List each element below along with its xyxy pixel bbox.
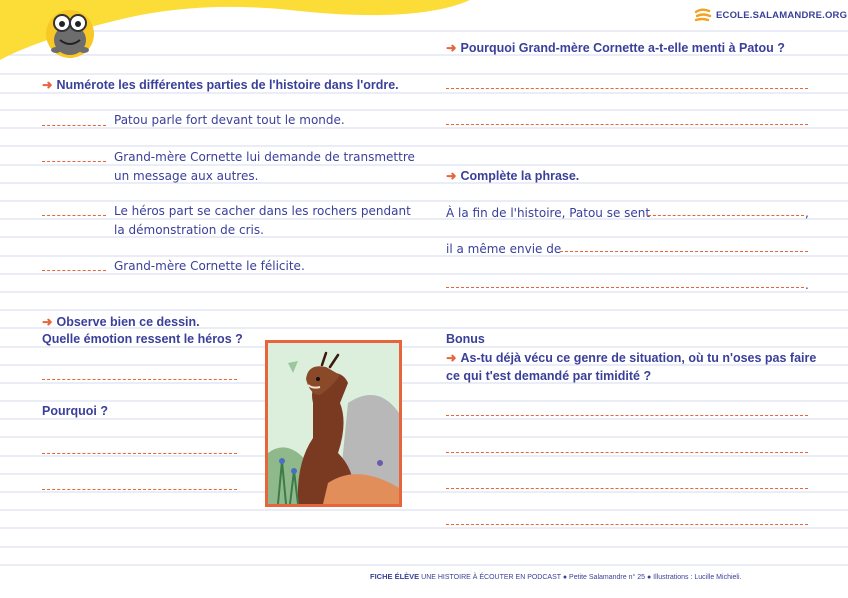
footer-issue: Petite Salamandre n° 25 [569, 574, 646, 581]
question-bonus: ➜ As-tu déjà vécu ce genre de situation, où tu n'oses pas faire [446, 351, 817, 365]
site-url: ECOLE.SALAMANDRE.ORG [716, 9, 848, 21]
question-order-text: Numérote les différentes parties de l'histoire dans l'ordre. [56, 78, 399, 92]
question-emotion: Quelle émotion ressent le héros ? [42, 332, 243, 346]
salamandre-logo-icon [694, 8, 712, 22]
answer-line-bonus-3[interactable] [446, 488, 808, 489]
answer-blank-4[interactable] [42, 270, 106, 271]
answer-line-lie-1[interactable] [446, 88, 808, 89]
salamander-mascot-icon [42, 6, 98, 58]
answer-line-lie-2[interactable] [446, 124, 808, 125]
answer-line-bonus-2[interactable] [446, 452, 808, 453]
arrow-right-icon: ➜ [42, 315, 53, 329]
question-bonus-line2: ce qui t'est demandé par timidité ? [446, 369, 652, 383]
arrow-right-icon: ➜ [446, 351, 457, 365]
answer-blank-feel[interactable] [648, 215, 804, 216]
footer-credits: Illustrations : Lucille Michieli. [653, 574, 742, 581]
answer-line-why-1[interactable] [42, 453, 237, 454]
chamois-drawing [268, 343, 399, 504]
story-part-2: Grand-mère Cornette lui demande de transmettre un message aux autres. [114, 150, 415, 183]
arrow-right-icon: ➜ [446, 169, 457, 183]
story-part-3: Le héros part se cacher dans les rochers pendant la démonstration de cris. [114, 204, 411, 237]
answer-blank-2[interactable] [42, 161, 106, 162]
question-observe: ➜ Observe bien ce dessin. [42, 315, 200, 329]
sentence-feel: À la fin de l'histoire, Patou se sent [446, 206, 651, 220]
answer-line-want-2[interactable] [446, 287, 804, 288]
story-part-1: Patou parle fort devant tout le monde. [114, 113, 345, 127]
footer-label: FICHE ÉLÈVE [370, 572, 420, 581]
answer-line-emotion[interactable] [42, 379, 237, 380]
question-lie: ➜ Pourquoi Grand-mère Cornette a-t-elle menti à Patou ? [446, 41, 785, 55]
arrow-right-icon: ➜ [42, 78, 53, 92]
page-footer: FICHE ÉLÈVE UNE HISTOIRE À ÉCOUTER EN PODCAST ● Petite Salamandre n° 25 ● Illustrations : Lucille Michieli. [370, 572, 742, 581]
sentence-want-end: . [805, 278, 809, 292]
footer-subtitle: UNE HISTOIRE À ÉCOUTER EN PODCAST [421, 574, 561, 581]
sentence-want: il a même envie de [446, 242, 562, 256]
question-order [42, 77, 399, 92]
bonus-heading: Bonus [446, 332, 485, 346]
answer-blank-want[interactable] [560, 251, 808, 252]
chamois-illustration [265, 340, 402, 507]
sentence-feel-end: , [805, 206, 809, 220]
answer-blank-1[interactable] [42, 125, 106, 126]
story-part-4: Grand-mère Cornette le félicite. [114, 259, 305, 273]
answer-line-bonus-4[interactable] [446, 524, 808, 525]
question-why: Pourquoi ? [42, 404, 108, 418]
answer-line-why-2[interactable] [42, 489, 237, 490]
answer-blank-3[interactable] [42, 215, 106, 216]
arrow-right-icon: ➜ [446, 41, 457, 55]
question-complete: ➜ Complète la phrase. [446, 169, 580, 183]
site-logo [694, 8, 847, 22]
answer-line-bonus-1[interactable] [446, 415, 808, 416]
